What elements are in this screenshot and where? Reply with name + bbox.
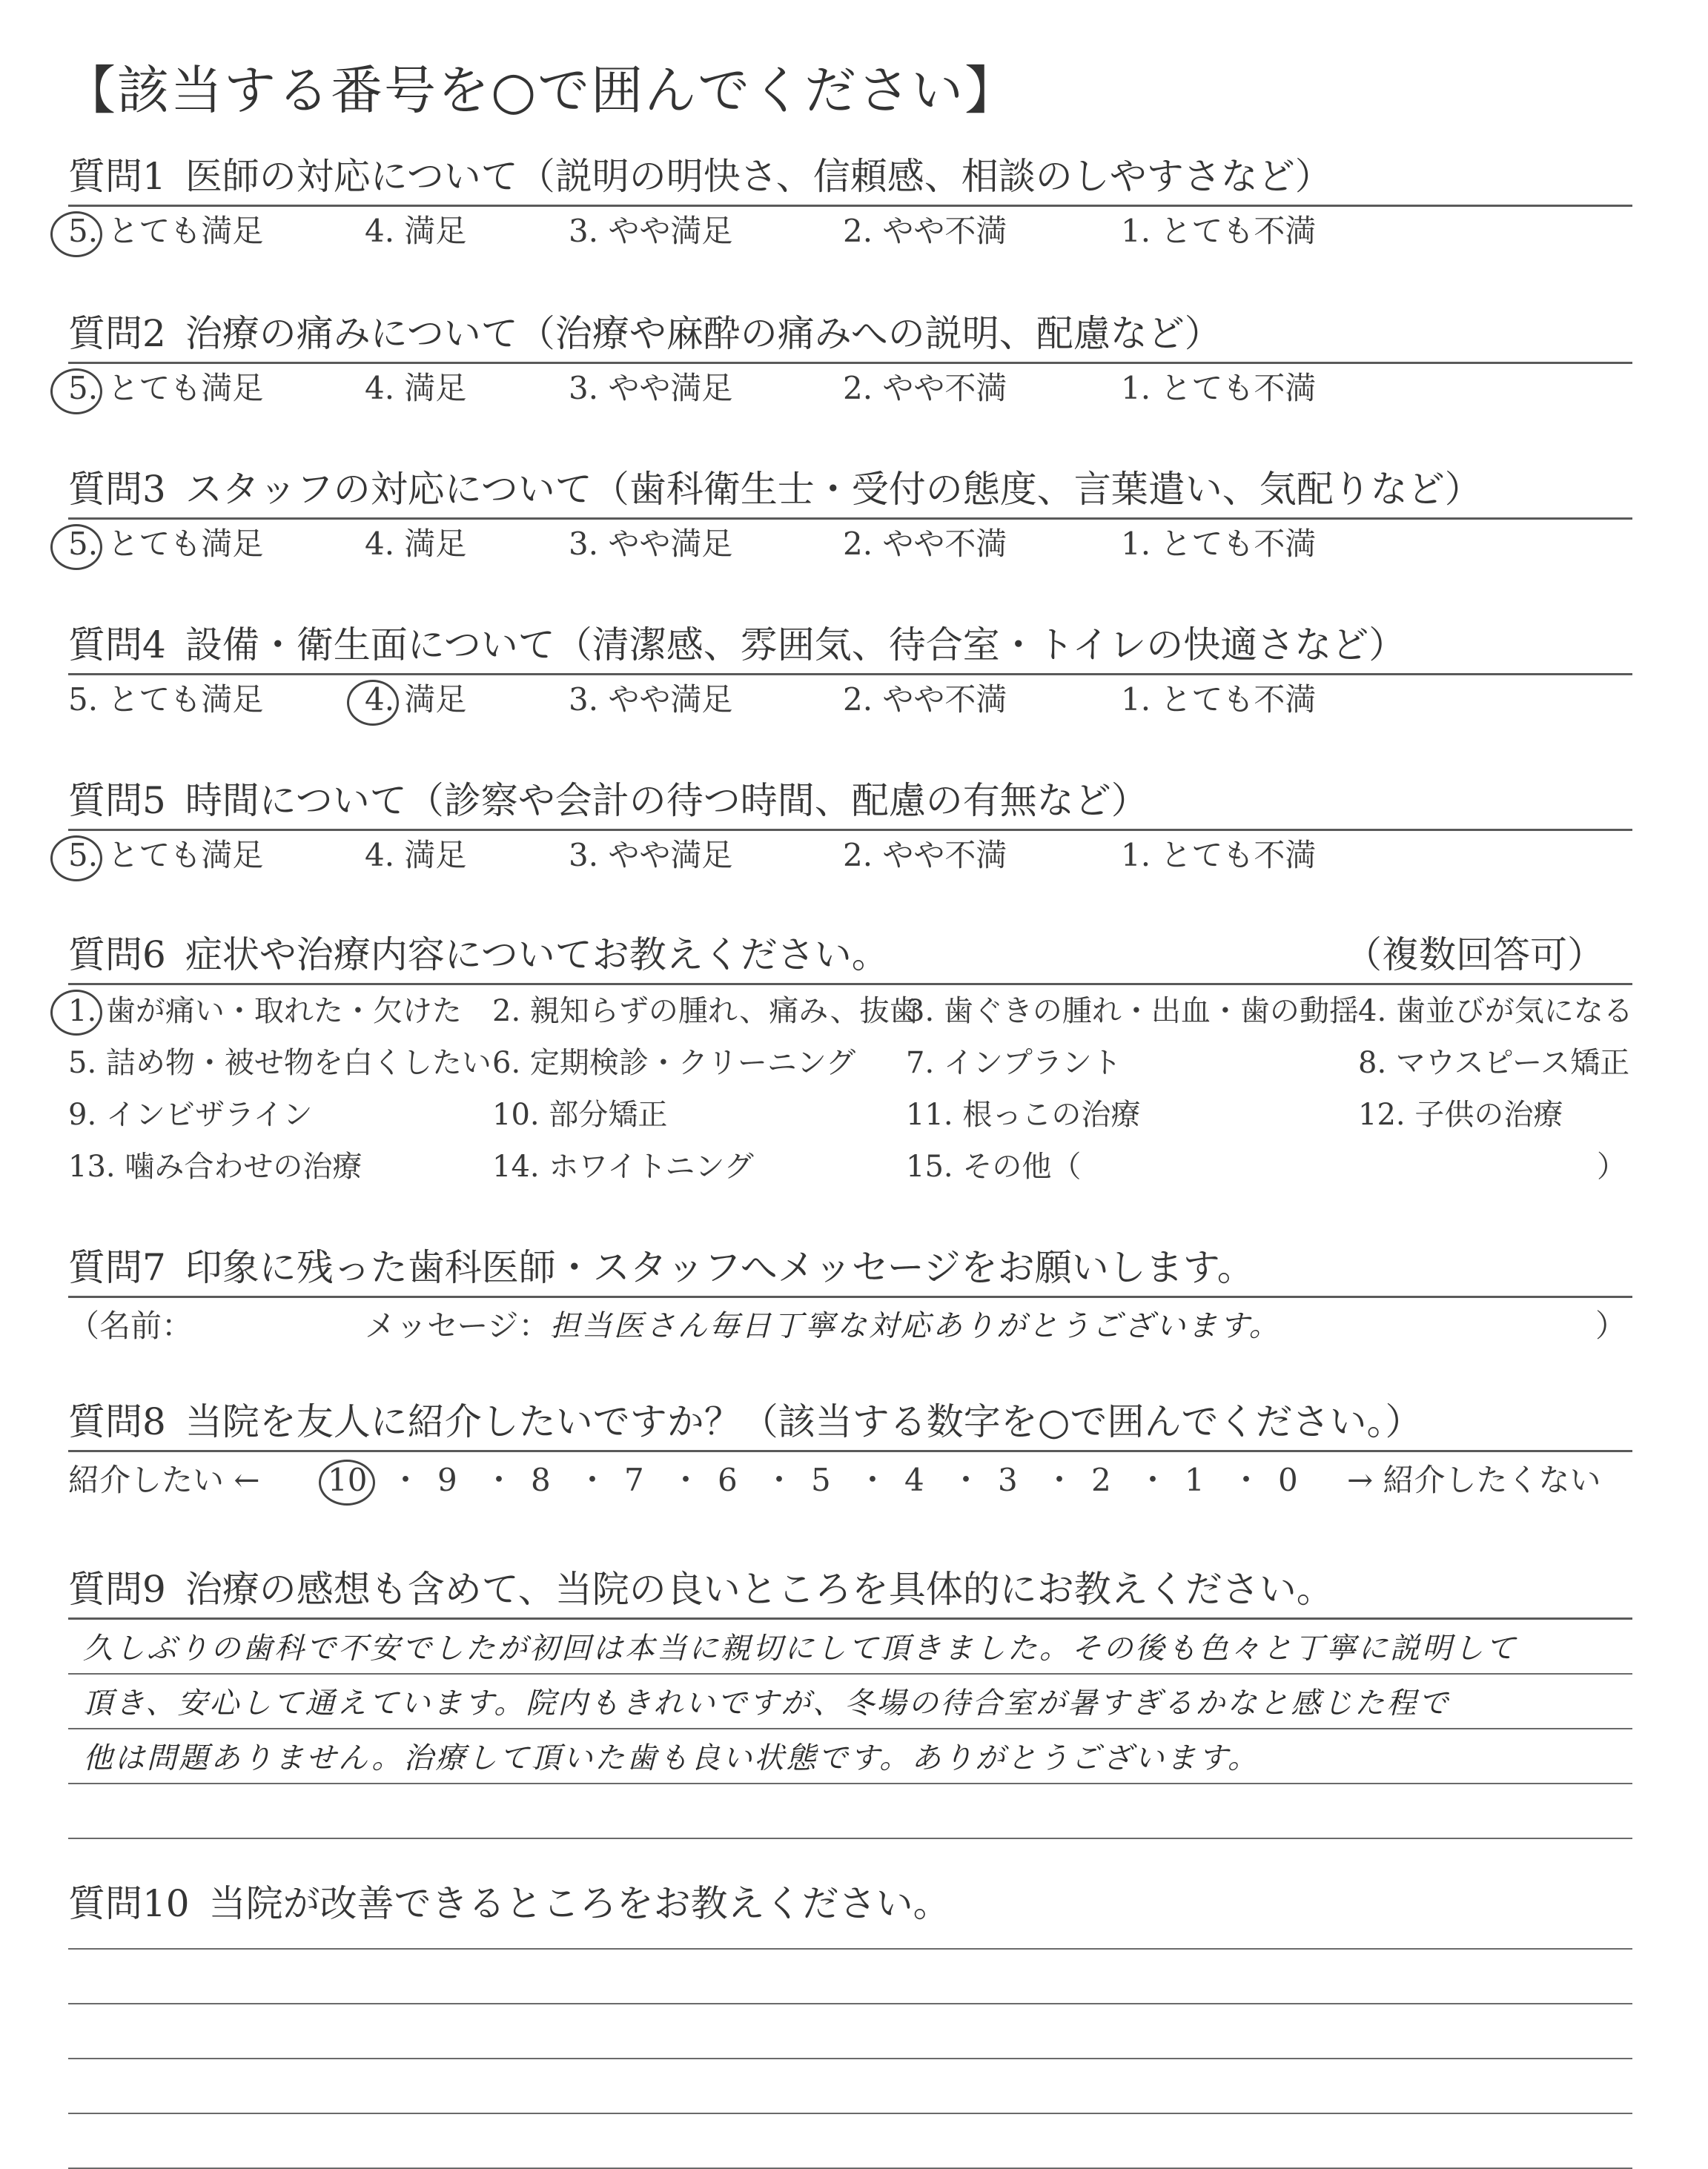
handwritten-answer: 久しぶりの歯科で不安でしたが初回は本当に親切にして頂きました。その後も色々と丁寧に説明して xyxy=(83,1632,1517,1666)
option-5[interactable]: 5. とても満足 xyxy=(68,681,264,718)
scale-10-selected[interactable]: 10 xyxy=(328,1452,367,1509)
symptom-option-13[interactable]: 13. 噛み合わせの治療 xyxy=(68,1150,363,1184)
scale-separator: ・ xyxy=(1231,1462,1262,1498)
question-5 xyxy=(68,772,1634,880)
option-1[interactable]: 1. とても不満 xyxy=(1121,213,1317,249)
option-2[interactable]: 2. やや不満 xyxy=(843,526,1007,562)
scale-5[interactable]: 5 xyxy=(811,1462,831,1498)
scale-8[interactable]: 8 xyxy=(531,1462,551,1498)
page-title: 【該当する番号を○で囲んでください】 xyxy=(64,60,1019,121)
option-1[interactable]: 1. とても不満 xyxy=(1121,526,1317,562)
symptom-option-4[interactable]: 4. 歯並びが気になる xyxy=(1358,994,1633,1028)
rating-options xyxy=(68,520,1634,569)
option-3[interactable]: 3. やや満足 xyxy=(569,837,733,873)
symptom-option-6[interactable]: 6. 定期検診・クリーニング xyxy=(492,1046,856,1080)
symptom-option-15[interactable]: 15. その他（ xyxy=(906,1150,1082,1184)
option-4[interactable]: 4. 満足 xyxy=(365,526,467,562)
scale-separator: ・ xyxy=(670,1462,702,1498)
question-text: 治療の痛みについて（治療や麻酔の痛みへの説明、配慮など） xyxy=(185,312,1222,355)
scale-separator: ・ xyxy=(390,1462,422,1498)
question-1 xyxy=(68,148,1634,256)
rating-options xyxy=(68,675,1634,724)
answer-line-4[interactable] xyxy=(68,1784,1632,1839)
question-text: 医師の対応について（説明の明快さ、信頼感、相談のしやすさなど） xyxy=(185,155,1332,198)
scale-2[interactable]: 2 xyxy=(1091,1462,1111,1498)
answer-line-5[interactable] xyxy=(68,2114,1632,2169)
option-5-selected[interactable]: 5. とても満足 xyxy=(68,364,263,413)
symptom-option-11[interactable]: 11. 根っこの治療 xyxy=(906,1098,1141,1132)
question-heading xyxy=(68,1875,1634,1932)
multiple-answer-note: （複数回答可） xyxy=(1345,933,1604,976)
scale-separator: ・ xyxy=(577,1462,609,1498)
option-4[interactable]: 4. 満足 xyxy=(365,837,467,873)
question-text: 当院が改善できるところをお教えください。 xyxy=(208,1882,950,1925)
question-number: 質問4 xyxy=(68,623,166,666)
scale-0[interactable]: 0 xyxy=(1278,1462,1298,1498)
scale-separator: ・ xyxy=(857,1462,889,1498)
symptom-option-5[interactable]: 5. 詰め物・被せ物を白くしたい xyxy=(68,1046,491,1080)
symptom-row-1 xyxy=(68,985,1634,1037)
option-3[interactable]: 3. やや満足 xyxy=(569,370,733,406)
question-text: 時間について（診察や会計の待つ時間、配慮の有無など） xyxy=(185,779,1148,822)
scale-separator: ・ xyxy=(483,1462,515,1498)
option-2[interactable]: 2. やや不満 xyxy=(843,681,1007,718)
question-number: 質問9 xyxy=(68,1568,166,1611)
option-4-selected[interactable]: 4. 満足 xyxy=(365,675,466,724)
symptom-row-2 xyxy=(68,1037,1634,1089)
scale-7[interactable]: 7 xyxy=(624,1462,644,1498)
question-heading xyxy=(68,461,1634,517)
name-label: （名前： xyxy=(68,1308,193,1344)
question-4 xyxy=(68,617,1634,724)
handwritten-answer: 他は問題ありません。治療して頂いた歯も良い状態です。ありがとうございます。 xyxy=(83,1741,1260,1775)
symptom-row-4 xyxy=(68,1141,1634,1193)
handwritten-answer: 頂き、安心して通えています。院内もきれいですが、冬場の待合室が暑すぎるかなと感じた程で xyxy=(83,1686,1451,1721)
scale-1[interactable]: 1 xyxy=(1185,1462,1205,1498)
question-heading xyxy=(68,1394,1634,1450)
option-5-selected[interactable]: 5. とても満足 xyxy=(68,207,263,256)
answer-line-4[interactable] xyxy=(68,2059,1632,2114)
symptom-option-7[interactable]: 7. インプラント xyxy=(906,1046,1122,1080)
question-number: 質問7 xyxy=(68,1246,166,1289)
message-close-paren: ） xyxy=(1595,1308,1626,1344)
symptom-option-3[interactable]: 3. 歯ぐきの腫れ・出血・歯の動揺 xyxy=(906,994,1359,1028)
symptom-row-3 xyxy=(68,1089,1634,1141)
answer-line-1[interactable] xyxy=(68,1932,1632,1950)
scale-right-label: → 紹介したくない xyxy=(1347,1462,1601,1498)
rating-options xyxy=(68,207,1634,256)
question-text: 印象に残った歯科医師・スタッフへメッセージをお願いします。 xyxy=(185,1246,1254,1289)
option-4[interactable]: 4. 満足 xyxy=(365,370,467,406)
option-1[interactable]: 1. とても不満 xyxy=(1121,837,1317,873)
rating-options xyxy=(68,364,1634,413)
option-1[interactable]: 1. とても不満 xyxy=(1121,370,1317,406)
question-text: 設備・衛生面について（清潔感、雰囲気、待合室・トイレの快適さなど） xyxy=(185,623,1406,666)
recommend-scale xyxy=(68,1452,1634,1509)
question-text: スタッフの対応について（歯科衛生士・受付の態度、言葉遣い、気配りなど） xyxy=(185,468,1482,511)
question-number: 質問2 xyxy=(68,312,166,355)
question-heading xyxy=(68,617,1634,673)
question-7 xyxy=(68,1239,1634,1354)
question-text: 症状や治療内容についてお教えください。 xyxy=(185,933,889,976)
answer-line-3[interactable] xyxy=(68,1729,1632,1784)
scale-separator: ・ xyxy=(764,1462,795,1498)
question-2 xyxy=(68,305,1634,413)
symptom-option-1-selected[interactable]: 1. 歯が痛い・取れた・欠けた xyxy=(68,985,462,1037)
question-heading xyxy=(68,148,1634,205)
question-3 xyxy=(68,461,1634,569)
question-number: 質問1 xyxy=(68,155,166,198)
question-text: 治療の感想も含めて、当院の良いところを具体的にお教えください。 xyxy=(185,1568,1334,1611)
option-3[interactable]: 3. やや満足 xyxy=(569,526,733,562)
symptom-option-8[interactable]: 8. マウスピース矯正 xyxy=(1358,1046,1630,1080)
option-2[interactable]: 2. やや不満 xyxy=(843,837,1007,873)
question-6 xyxy=(68,927,1634,1193)
scale-separator: ・ xyxy=(1044,1462,1076,1498)
scale-left-label: 紹介したい ← xyxy=(68,1462,260,1498)
question-text: 当院を友人に紹介したいですか？（該当する数字を○で囲んでください。） xyxy=(185,1400,1423,1443)
question-number: 質問10 xyxy=(68,1882,190,1925)
symptom-option-9[interactable]: 9. インビザライン xyxy=(68,1098,313,1132)
other-close-paren: ） xyxy=(1597,1150,1626,1184)
option-4[interactable]: 4. 満足 xyxy=(365,213,467,249)
message-label: メッセージ： xyxy=(365,1308,550,1344)
answer-line-3[interactable] xyxy=(68,2004,1632,2059)
answer-line-2[interactable] xyxy=(68,1950,1632,2004)
question-number: 質問3 xyxy=(68,468,166,511)
option-3[interactable]: 3. やや満足 xyxy=(569,213,733,249)
question-9 xyxy=(68,1561,1634,1839)
question-number: 質問5 xyxy=(68,779,166,822)
rating-options xyxy=(68,831,1634,880)
question-number: 質問8 xyxy=(68,1400,166,1443)
question-8 xyxy=(68,1394,1634,1509)
answer-line-1[interactable] xyxy=(68,1620,1632,1675)
option-2[interactable]: 2. やや不満 xyxy=(843,213,1007,249)
symptom-option-14[interactable]: 14. ホワイトニング xyxy=(492,1150,754,1184)
scale-separator: ・ xyxy=(950,1462,982,1498)
question-heading xyxy=(68,1239,1634,1296)
scale-separator: ・ xyxy=(1137,1462,1169,1498)
option-2[interactable]: 2. やや不満 xyxy=(843,370,1007,406)
option-1[interactable]: 1. とても不満 xyxy=(1121,681,1317,718)
question-heading xyxy=(68,927,1634,983)
scale-3[interactable]: 3 xyxy=(998,1462,1018,1498)
question-number: 質問6 xyxy=(68,933,166,976)
question-heading xyxy=(68,305,1634,362)
symptom-option-2[interactable]: 2. 親知らずの腫れ、痛み、抜歯 xyxy=(492,994,919,1028)
scale-4[interactable]: 4 xyxy=(904,1462,924,1498)
scale-6[interactable]: 6 xyxy=(718,1462,738,1498)
message-row xyxy=(68,1298,1634,1354)
option-3[interactable]: 3. やや満足 xyxy=(569,681,733,718)
question-10 xyxy=(68,1875,1634,2169)
option-5-selected[interactable]: 5. とても満足 xyxy=(68,520,263,569)
symptom-option-12[interactable]: 12. 子供の治療 xyxy=(1358,1098,1563,1132)
message-text[interactable]: 担当医さん毎日丁寧な対応ありがとうございます。 xyxy=(550,1309,1281,1343)
question-heading xyxy=(68,772,1634,829)
scale-9[interactable]: 9 xyxy=(437,1462,457,1498)
question-heading xyxy=(68,1561,1634,1617)
answer-line-2[interactable] xyxy=(68,1675,1632,1729)
symptom-option-10[interactable]: 10. 部分矯正 xyxy=(492,1098,668,1132)
option-5-selected[interactable]: 5. とても満足 xyxy=(68,831,263,880)
